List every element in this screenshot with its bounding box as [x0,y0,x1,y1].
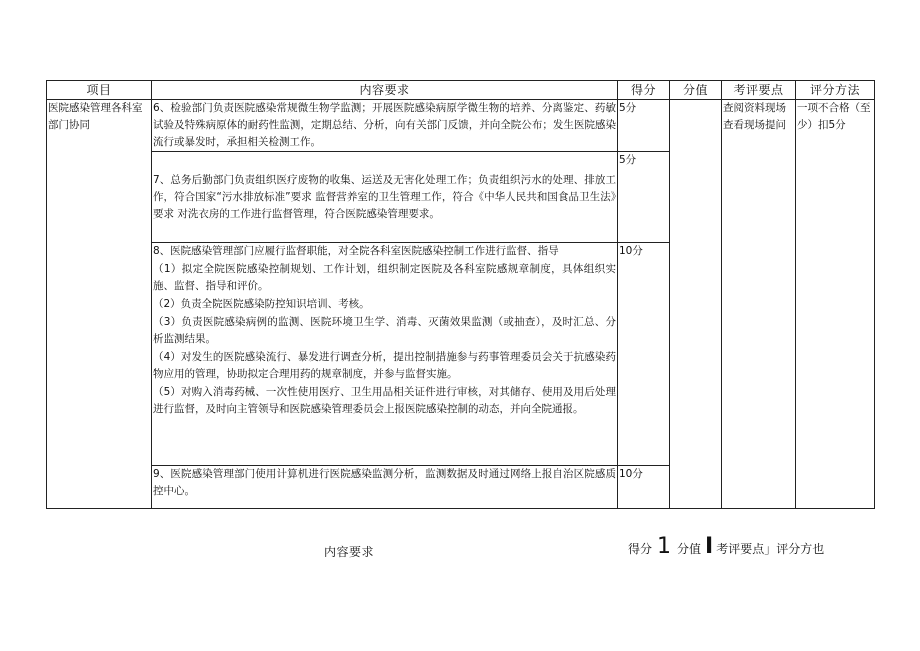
content-text: （2）负责全院医院感染防控知识培训、考核。 [153,298,370,310]
content-text: （4）对发生的医院感染流行、暴发进行调查分析，提出控制措施参与药事管理委员会关于抗感染药物应用的管理，协助拟定合理用药的规章制度，并参与监督实施。 [153,351,616,380]
table-header-row [47,81,875,100]
header-item: 项目 [47,81,152,100]
content-text: （1）拟定全院医院感染控制规划、工作计划，组织制定医院及各科室院感规章制度，具体组织实施、监督、指导和评价。 [153,263,616,292]
footer-number: 1 [657,534,672,559]
header-points: 分值 [670,81,722,100]
content-text: （5）对购入消毒药械、一次性使用医疗、卫生用品相关证件进行审核，对其储存、使用及用后处理进行监督，及时向主管领导和医院感染管理委员会上报医院感染控制的动态，并向全院通报。 [153,386,616,415]
content-cell [152,466,618,509]
content-text: 7、总务后勤部门负责组织医疗废物的收集、运送及无害化处理工作；负责组织污水的处理、排放工作，符合国家“污水排放标准”要求 监督营养室的卫生管理工作，符合《中华人民共和国食品卫生法》要求 对洗衣房的工作进行监督管理，符合医院感染管理要求。 [153,173,616,220]
method-cell: 一项不合格（至少）扣5分 [796,100,875,509]
footer-header-fragment [628,534,824,559]
header-content: 内容要求 [152,81,618,100]
score-points-cell: 10分 [618,466,670,509]
header-key-points: 考评要点 [722,81,796,100]
footer-key-points-label: 考评要点」 [716,542,777,556]
score-points-cell: 5分 [618,100,670,152]
score-points-cell: 10分 [618,243,670,466]
points-cell [670,100,722,509]
content-text: 6、检验部门负责医院感染常规微生物学监测；开展医院感染病原学微生物的培养、分离鉴定、药敏试验及特殊病原体的耐药性监测，定期总结、分析，向有关部门反馈，并向全院公布；发生医院感染流行或暴发时，承担相关检测工作。 [153,102,616,148]
footer-content-label: 内容要求 [324,545,375,559]
content-text: 9、医院感染管理部门使用计算机进行医院感染监测分析，监测数据及时通过网络上报自治区院感质控中心。 [153,468,616,497]
table-row [47,100,875,152]
score-points-cell: 5分 [618,152,670,243]
content-text: 8、医院感染管理部门应履行监督职能，对全院各科室医院感染控制工作进行监督、指导 [153,245,559,257]
footer-method-label: 评分方也 [776,542,825,556]
evaluation-table [46,80,875,509]
footer-score-label: 得分 [628,542,653,556]
content-cell [152,243,618,466]
content-cell [152,100,618,152]
key-points-cell: 查阅资料现场查看现场提问 [722,100,796,509]
header-method: 评分方法 [796,81,875,100]
footer-bar: I [705,534,714,559]
content-cell [152,152,618,243]
content-text: （3）负责医院感染病例的监测、医院环境卫生学、消毒、灭菌效果监测（或抽查），及时汇总、分析监测结果。 [153,316,616,345]
footer-points-label: 分值 [677,542,702,556]
item-cell: 医院感染管理各科室部门协同 [47,100,152,509]
header-score: 得分 [618,81,670,100]
